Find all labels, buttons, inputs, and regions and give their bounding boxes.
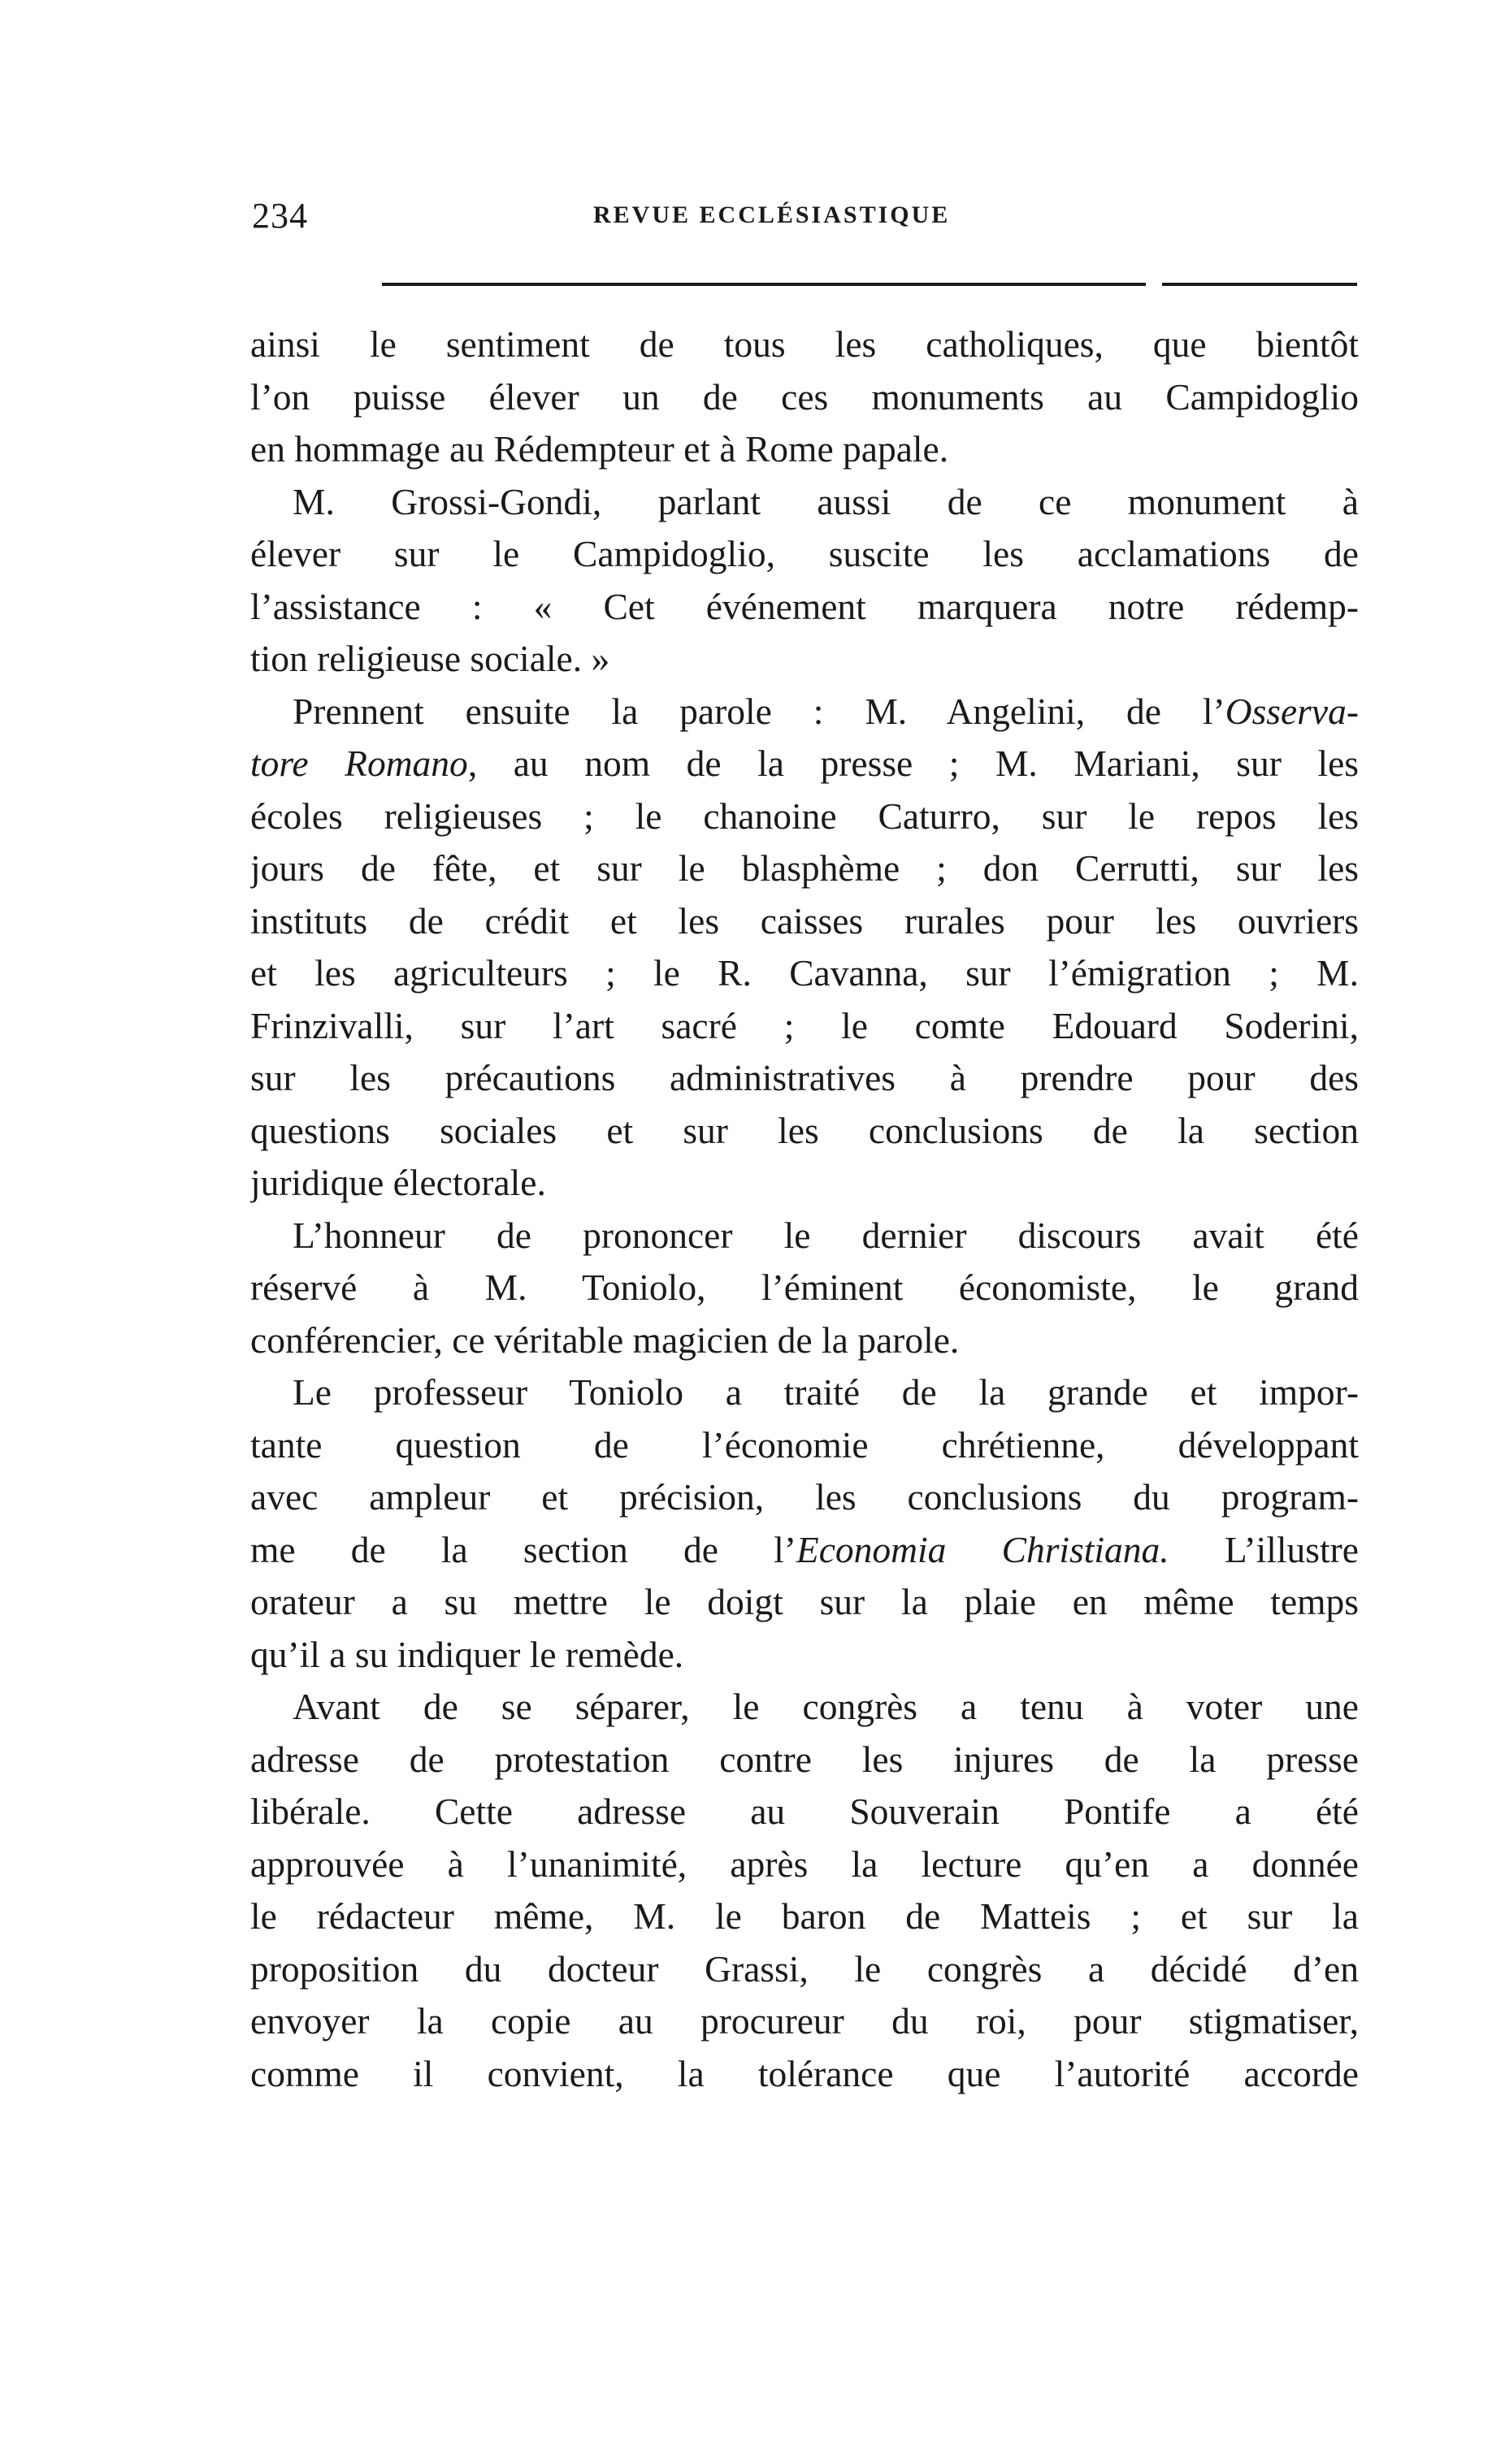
text-line: l’on puisse élever un de ces monuments au Campidoglio: [250, 375, 1359, 418]
journal-title: tore Romano: [250, 743, 468, 784]
text-line: L’honneur de prononcer le dernier discours avait été: [293, 1214, 1359, 1256]
text-line: libérale. Cette adresse au Souverain Pontife a été: [250, 1791, 1359, 1832]
text-line: réservé à M. Toniolo, l’éminent économiste, le grand: [250, 1267, 1359, 1308]
text-line: qu’il a su indiquer le remède.: [250, 1633, 684, 1675]
text-line: avec ampleur et précision, les conclusions du program-: [250, 1476, 1359, 1518]
running-title: REVUE ECCLÉSIASTIQUE: [593, 201, 951, 228]
text-line: comme il convient, la tolérance que l’autorité accorde: [250, 2052, 1359, 2094]
page-header: [252, 195, 1359, 252]
text-line: [250, 738, 1359, 790]
text-run: , au nom de la presse ; M. Mariani, sur les: [467, 743, 1359, 784]
text-line: sur les précautions administratives à prendre pour des: [250, 1057, 1359, 1098]
text-line: orateur a su mettre le doigt sur la plaie en même temps: [250, 1581, 1359, 1622]
text-line: juridique électorale.: [250, 1162, 546, 1203]
text-line: en hommage au Rédempteur et à Rome papale.: [250, 428, 949, 470]
text-run: Prennent ensuite la parole : M. Angelini, de l’: [293, 690, 1225, 732]
journal-title: Osserva-: [1225, 690, 1359, 732]
text-line: écoles religieuses ; le chanoine Caturro, sur le repos les: [250, 795, 1359, 837]
text-line: approuvée à l’unanimité, après la lecture qu’en a donnée: [250, 1843, 1359, 1885]
text-line: jours de fête, et sur le blasphème ; don Cerrutti, sur les: [250, 847, 1359, 889]
text-line: et les agriculteurs ; le R. Cavanna, sur l’émigration ; M.: [250, 952, 1359, 994]
header-rule-end: [1162, 283, 1357, 286]
text-line: l’assistance : « Cet événement marquera notre rédemp-: [250, 585, 1359, 627]
text-line: Le professeur Toniolo a traité de la grande et impor-: [293, 1371, 1359, 1413]
header-rule: [382, 283, 1146, 286]
text-line: ainsi le sentiment de tous les catholiques, que bientôt: [250, 323, 1359, 365]
text-line: envoyer la copie au procureur du roi, pour stigmatiser,: [250, 2000, 1359, 2042]
text-line: questions sociales et sur les conclusions de la section: [250, 1109, 1359, 1151]
text-line: conférencier, ce véritable magicien de la parole.: [250, 1319, 960, 1361]
text-run: me de la section de l’: [250, 1528, 796, 1570]
text-line: proposition du docteur Grassi, le congrès a décidé d’en: [250, 1947, 1359, 1990]
text-line: élever sur le Campidoglio, suscite les acclamations de: [250, 533, 1359, 574]
text-line: adresse de protestation contre les injures de la presse: [250, 1738, 1359, 1780]
text-line: le rédacteur même, M. le baron de Matteis ; et sur la: [250, 1895, 1359, 1937]
body-text: [250, 318, 1359, 2100]
text-line: instituts de crédit et les caisses rurales pour les ouvriers: [250, 899, 1359, 942]
page-number: 234: [252, 196, 308, 236]
text-line: M. Grossi-Gondi, parlant aussi de ce monument à: [293, 480, 1359, 522]
text-run: L’illustre: [1169, 1528, 1359, 1570]
section-title: Economia Christiana.: [796, 1528, 1169, 1570]
text-line: Frinzivalli, sur l’art sacré ; le comte Edouard Soderini,: [250, 1004, 1359, 1046]
text-line: tion religieuse sociale. »: [250, 638, 610, 679]
text-line: tante question de l’économie chrétienne, développant: [250, 1423, 1359, 1466]
text-line: [250, 686, 1359, 738]
text-line: Avant de se séparer, le congrès a tenu à voter une: [293, 1686, 1359, 1727]
text-line: [250, 1524, 1359, 1577]
